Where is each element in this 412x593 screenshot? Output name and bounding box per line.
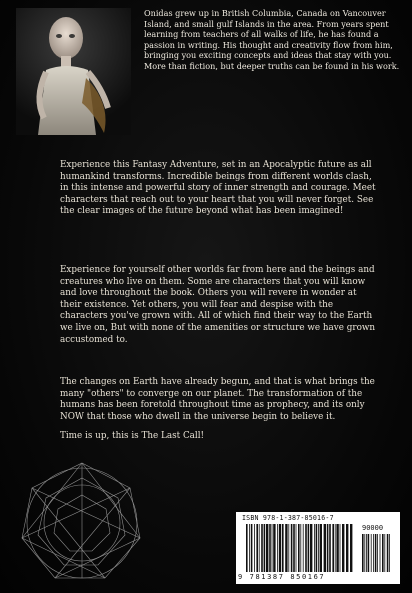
barcode-bar <box>293 524 295 572</box>
author-photo <box>16 8 131 135</box>
barcode-bar <box>282 524 284 572</box>
barcode-bar <box>332 524 334 572</box>
barcode-bar <box>277 524 278 572</box>
barcode-addon-bar <box>368 534 370 572</box>
barcode-addon-bar <box>377 534 378 572</box>
barcode-bar <box>318 524 319 572</box>
barcode-bar <box>342 524 344 572</box>
barcode-bar <box>335 524 336 572</box>
barcode-bar <box>300 524 301 572</box>
barcode-bar <box>279 524 281 572</box>
author-bio: Onidas grew up in British Columbia, Canada on Vancouver Island, and small gulf Islands in the area. From years spent learning from teachers of all walks of life, he has found a passion in writing. His thought and creativity flow from him, bringing you exciting concepts and ideas that stay with you. More than fiction, but deeper truths can be found in his work. <box>144 8 400 71</box>
barcode-bar <box>254 524 255 572</box>
blurb-paragraph-1: Experience this Fantasy Adventure, set in an Apocalyptic future as all humankind transforms. Incredible beings from different worlds clash, in this intense and powerful story of inner strength and courage. Meet characters that reach out to your heart that you will never forget. See the clear images of the future beyond what has been imagined! <box>60 160 376 217</box>
barcode-bar <box>329 524 331 572</box>
barcode-bar <box>264 524 266 572</box>
barcode-bar <box>314 524 315 572</box>
barcode-bar <box>269 524 271 572</box>
barcode-addon-bar <box>384 534 385 572</box>
barcode-addon-bar <box>382 534 384 572</box>
isbn-barcode <box>236 512 400 584</box>
barcode-bar <box>305 524 307 572</box>
barcode-addon-bar <box>387 534 389 572</box>
barcode-bar <box>273 524 275 572</box>
barcode-bar <box>327 524 329 572</box>
barcode-bar <box>310 524 312 572</box>
tagline: Time is up, this is The Last Call! <box>60 431 205 441</box>
barcode-bar <box>316 524 318 572</box>
price-code: 90000 <box>362 524 384 532</box>
barcode-bar <box>251 524 253 572</box>
barcode-bar <box>246 524 248 572</box>
barcode-bar <box>259 524 260 572</box>
blurb-paragraph-3: The changes on Earth have already begun, and that is what brings the many "others" to converge on our planet. The transformation of the humans has been foretold throughout time as prophecy, and its only NOW that those who dwell in the universe begin to believe it. <box>60 377 375 422</box>
barcode-addon-bar <box>371 534 372 572</box>
barcode-bar <box>340 524 341 572</box>
geometric-sphere-decoration <box>0 443 165 593</box>
barcode-bar <box>261 524 263 572</box>
barcode-addon-bar <box>380 534 381 572</box>
barcode-bar <box>336 524 338 572</box>
isbn-number: ISBN 978-1-387-85016-7 <box>242 514 334 522</box>
barcode-bar <box>266 524 268 572</box>
barcode-addon-bar <box>373 534 374 572</box>
barcode-addon-bar <box>366 534 367 572</box>
barcode-bar <box>346 524 348 572</box>
barcode-bar <box>350 524 352 572</box>
barcode-bar <box>272 524 273 572</box>
barcode-bar <box>249 524 250 572</box>
barcode-addon-bar <box>364 534 365 572</box>
barcode-bar <box>256 524 258 572</box>
barcode-bar <box>296 524 297 572</box>
barcode-bar <box>308 524 310 572</box>
figure-illustration <box>16 8 131 135</box>
barcode-bar <box>320 524 322 572</box>
barcode-bar <box>303 524 304 572</box>
barcode-bar <box>285 524 287 572</box>
barcode-bar <box>324 524 326 572</box>
barcode-addon-bar <box>362 534 364 572</box>
ean-digits: 9 781387 850167 <box>238 573 326 581</box>
barcode-addon-bar <box>389 534 390 572</box>
blurb-paragraph-2: Experience for yourself other worlds far from here and the beings and creatures who live on them. Some are characters that you will know and love throughout the book. Others you will revere in wonder at their existence. Yet others, you will fear and despise with the characters you've grown with. All of which find their way to the Earth we live on, But with none of the amenities or structure we have grown accustomed to. <box>60 265 376 345</box>
barcode-bar <box>298 524 300 572</box>
barcode-addon-bar <box>375 534 377 572</box>
barcode-bar <box>291 524 293 572</box>
barcode-bar <box>288 524 289 572</box>
